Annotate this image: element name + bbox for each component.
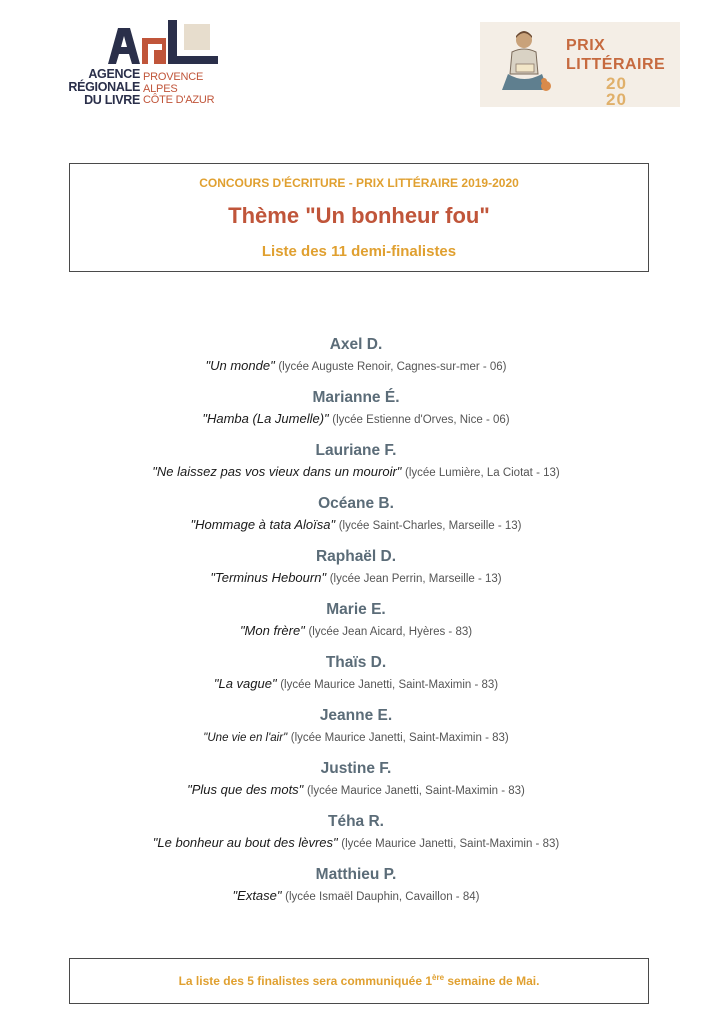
arl-mark-icon [104, 18, 224, 70]
finalist-name: Justine F. [320, 760, 392, 777]
list-item [0, 865, 712, 918]
list-item [0, 441, 712, 494]
work-title: "Terminus Hebourn" [210, 570, 327, 585]
footer-text-end: semaine de Mai. [444, 974, 540, 988]
header-box [69, 163, 649, 272]
work-title: "Hommage à tata Aloïsa" [190, 517, 336, 532]
finalist-name: Axel D. [329, 336, 383, 353]
footer-note [69, 958, 649, 1004]
prix-litteraire-logo [480, 22, 680, 107]
work-title: "Plus que des mots" [187, 782, 304, 797]
school-info: (lycée Ismaël Dauphin, Cavaillon - 84) [285, 891, 480, 903]
semifinalists-list [0, 335, 712, 918]
finalist-name: Océane B. [318, 495, 394, 512]
list-item [0, 600, 712, 653]
prix-title-line: PRIX [566, 37, 606, 54]
school-info: (lycée Jean Perrin, Marseille - 13) [329, 573, 502, 585]
school-info: (lycée Maurice Janetti, Saint-Maximin - 83) [290, 732, 509, 744]
work-title: "La vague" [213, 676, 277, 691]
arl-org-line: RÉGIONALE [68, 80, 140, 94]
list-item [0, 759, 712, 812]
arl-org-name [60, 68, 140, 107]
school-info: (lycée Saint-Charles, Marseille - 13) [338, 520, 522, 532]
arl-region-line: ALPES [143, 82, 178, 95]
prix-year-top: 20 [606, 74, 627, 93]
finalist-name: Thaïs D. [325, 654, 387, 671]
footer-superscript: ère [432, 973, 445, 982]
school-info: (lycée Jean Aicard, Hyères - 83) [308, 626, 473, 638]
arl-region-line: CÔTE D'AZUR [143, 94, 215, 106]
list-item [0, 706, 712, 759]
finalist-name: Marie E. [326, 601, 386, 618]
footer-text: La liste des 5 finalistes sera communiquée 1 [178, 974, 433, 988]
theme-title: Thème "Un bonheur fou" [228, 203, 490, 228]
finalist-name: Marianne É. [312, 389, 400, 406]
finalist-name: Téha R. [328, 813, 384, 830]
reading-child-icon [494, 28, 564, 100]
finalist-name: Jeanne E. [319, 707, 393, 724]
arl-org-line: AGENCE [88, 67, 140, 81]
work-title: "Une vie en l'air" [203, 732, 288, 744]
list-item [0, 494, 712, 547]
school-info: (lycée Maurice Janetti, Saint-Maximin - 83) [280, 679, 499, 691]
arl-org-line: DU LIVRE [84, 93, 140, 107]
work-title: "Un monde" [205, 358, 275, 373]
prix-title-line: LITTÉRAIRE [566, 56, 666, 73]
work-title: "Le bonheur au bout des lèvres" [152, 835, 338, 850]
school-info: (lycée Maurice Janetti, Saint-Maximin - 83) [306, 785, 525, 797]
finalist-name: Matthieu P. [315, 866, 397, 883]
list-item [0, 547, 712, 600]
list-item [0, 388, 712, 441]
arl-region-name [143, 72, 214, 107]
work-title: "Mon frère" [239, 623, 305, 638]
school-info: (lycée Estienne d'Orves, Nice - 06) [332, 414, 510, 426]
work-title: "Hamba (La Jumelle)" [202, 411, 329, 426]
finalist-name: Raphaël D. [315, 548, 397, 565]
prix-title [566, 36, 665, 74]
arl-logo [60, 18, 220, 110]
work-title: "Ne laissez pas vos vieux dans un mouroir" [152, 464, 402, 479]
finalist-name: Lauriane F. [315, 442, 397, 459]
list-item [0, 653, 712, 706]
semifinalists-heading: Liste des 11 demi-finalistes [261, 243, 457, 260]
prix-year-bottom: 20 [606, 90, 627, 109]
school-info: (lycée Lumière, La Ciotat - 13) [405, 467, 560, 479]
work-title: "Extase" [232, 888, 282, 903]
school-info: (lycée Auguste Renoir, Cagnes-sur-mer - 06) [278, 361, 507, 373]
list-item [0, 335, 712, 388]
concours-label: CONCOURS D'ÉCRITURE - PRIX LITTÉRAIRE 2019-2020 [199, 176, 519, 190]
arl-region-line: PROVENCE [143, 71, 204, 83]
school-info: (lycée Maurice Janetti, Saint-Maximin - 83) [341, 838, 560, 850]
list-item [0, 812, 712, 865]
